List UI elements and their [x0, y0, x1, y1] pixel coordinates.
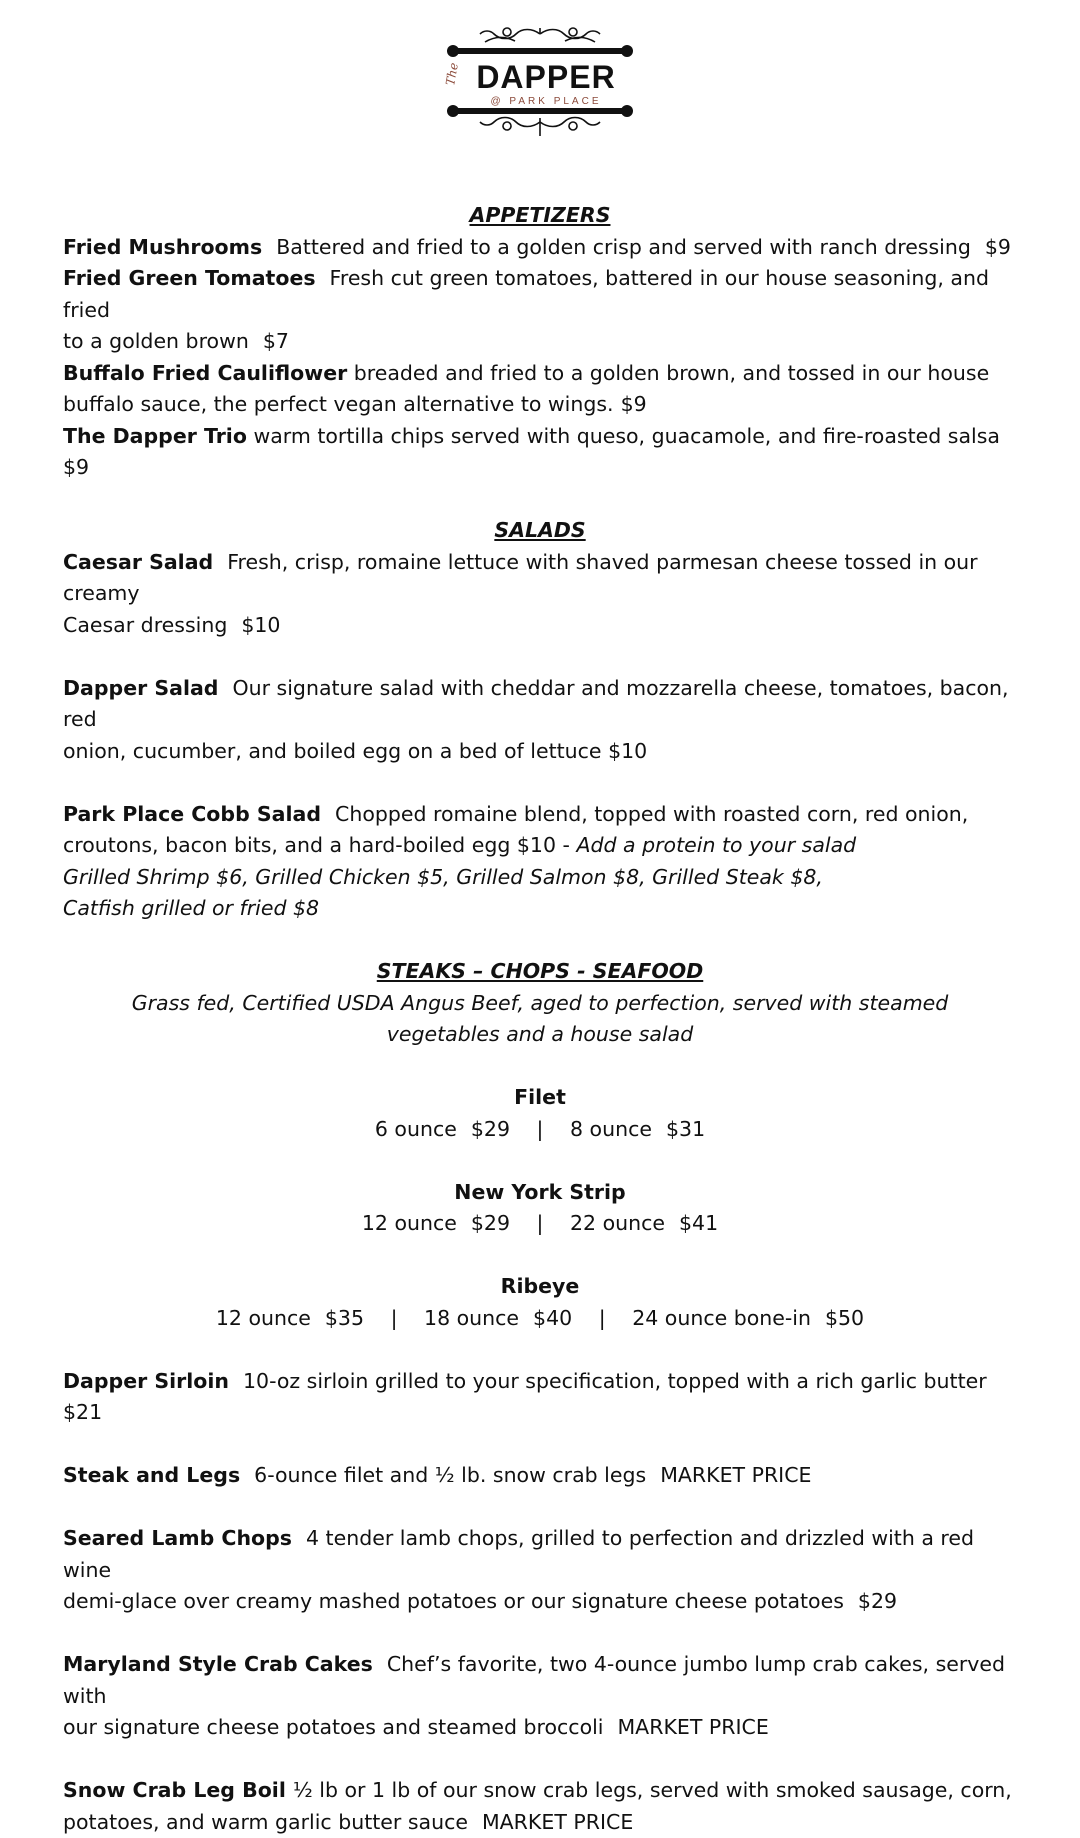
cut-name: New York Strip — [63, 1177, 1017, 1209]
item-name: Buffalo Fried Cauliflower — [63, 361, 347, 385]
item-price: $29 — [858, 1589, 897, 1613]
separator: | — [572, 1303, 632, 1335]
cut-size: 12 ounce — [362, 1211, 457, 1235]
item-description: 10-oz sirloin grilled to your specification, topped with a rich garlic butter — [243, 1369, 987, 1393]
separator: | — [510, 1208, 570, 1240]
item-price: $9 — [621, 392, 647, 416]
cut-name: Ribeye — [63, 1271, 1017, 1303]
item-description: Our signature salad with cheddar and mozzarella cheese, tomatoes, bacon, red — [63, 676, 1009, 732]
appetizers-heading: APPETIZERS — [63, 200, 1017, 232]
menu-item — [63, 1775, 1017, 1807]
salad-addon-options: Catfish grilled or fried $8 — [63, 893, 1017, 925]
item-description: potatoes, and warm garlic butter sauce — [63, 1810, 468, 1834]
salad-addon-options: Grilled Shrimp $6, Grilled Chicken $5, Grilled Salmon $8, Grilled Steak $8, — [63, 862, 1017, 894]
item-description: Chef’s favorite, two 4-ounce jumbo lump crab cakes, served with — [63, 1652, 1005, 1708]
cut-price: $35 — [325, 1306, 364, 1330]
cut-price: $29 — [471, 1117, 510, 1141]
cut-price: $41 — [679, 1211, 718, 1235]
salads-heading: SALADS — [63, 515, 1017, 547]
cut-options — [63, 1114, 1017, 1146]
steaks-heading: STEAKS – CHOPS - SEAFOOD — [63, 956, 1017, 988]
logo-subline: @ PARK PLACE — [491, 96, 602, 107]
item-description: ½ lb or 1 lb of our snow crab legs, served with smoked sausage, corn, — [293, 1778, 1012, 1802]
item-description: Fresh, crisp, romaine lettuce with shaved parmesan cheese tossed in our creamy — [63, 550, 978, 606]
menu-item-cont — [63, 736, 1017, 768]
salad-addon-lead: Add a protein to your salad — [576, 833, 856, 857]
item-description: Fresh cut green tomatoes, battered in our house seasoning, and fried — [63, 266, 989, 322]
menu-item — [63, 1366, 1017, 1429]
item-name: Seared Lamb Chops — [63, 1526, 292, 1550]
menu-item-cont — [63, 326, 1017, 358]
cut-size: 12 ounce — [216, 1306, 311, 1330]
steaks-intro: vegetables and a house salad — [63, 1019, 1017, 1051]
steaks-intro: Grass fed, Certified USDA Angus Beef, aged to perfection, served with steamed — [63, 988, 1017, 1020]
item-description: onion, cucumber, and boiled egg on a bed of lettuce — [63, 739, 602, 763]
item-name: Snow Crab Leg Boil — [63, 1778, 286, 1802]
logo-bar-bottom — [453, 108, 627, 114]
dapper-logo — [445, 22, 635, 140]
item-description: demi-glace over creamy mashed potatoes or our signature cheese potatoes — [63, 1589, 844, 1613]
item-description: breaded and fried to a golden brown, and tossed in our house — [354, 361, 989, 385]
cut-size: 18 ounce — [424, 1306, 519, 1330]
item-description: to a golden brown — [63, 329, 249, 353]
item-description: Chopped romaine blend, topped with roasted corn, red onion, — [335, 802, 968, 826]
item-name: The Dapper Trio — [63, 424, 247, 448]
cut-price: $50 — [825, 1306, 864, 1330]
item-price: $9 — [63, 455, 89, 479]
menu-item-cont — [63, 1807, 1017, 1838]
item-name: Park Place Cobb Salad — [63, 802, 321, 826]
cut-options — [63, 1208, 1017, 1240]
menu-item-cont — [63, 389, 1017, 421]
item-price: MARKET PRICE — [660, 1463, 811, 1487]
menu-item — [63, 1649, 1017, 1712]
item-price: MARKET PRICE — [618, 1715, 769, 1739]
menu-item — [63, 263, 1017, 326]
item-description: Caesar dressing — [63, 613, 227, 637]
item-description: warm tortilla chips served with queso, guacamole, and fire-roasted salsa — [253, 424, 1000, 448]
cut-size: 24 ounce bone-in — [632, 1306, 811, 1330]
menu-item — [63, 1460, 1017, 1492]
item-description: Battered and fried to a golden crisp and served with ranch dressing — [276, 235, 971, 259]
item-description: 4 tender lamb chops, grilled to perfection and drizzled with a red wine — [63, 1526, 974, 1582]
logo-bar-top — [453, 48, 627, 54]
item-name: Maryland Style Crab Cakes — [63, 1652, 373, 1676]
menu-item-cont: croutons, bacon bits, and a hard-boiled egg $10 - Add a protein to your salad — [63, 830, 1017, 862]
item-name: Fried Mushrooms — [63, 235, 262, 259]
item-description: our signature cheese potatoes and steamed broccoli — [63, 1715, 604, 1739]
ornament-bottom — [480, 118, 600, 137]
menu-item-cont — [63, 1586, 1017, 1618]
item-description: 6-ounce filet and ½ lb. snow crab legs — [254, 1463, 646, 1487]
item-name: Caesar Salad — [63, 550, 213, 574]
cut-price: $29 — [471, 1211, 510, 1235]
menu-item — [63, 232, 1017, 264]
cut-price: $31 — [666, 1117, 705, 1141]
item-price: $10 — [608, 739, 647, 763]
menu-content — [63, 200, 1017, 1838]
item-name: Dapper Salad — [63, 676, 218, 700]
logo-script: The — [443, 62, 461, 87]
cut-price: $40 — [533, 1306, 572, 1330]
item-price: $7 — [263, 329, 289, 353]
cut-size: 6 ounce — [375, 1117, 457, 1141]
item-name: Steak and Legs — [63, 1463, 240, 1487]
item-name: Fried Green Tomatoes — [63, 266, 316, 290]
menu-item — [63, 421, 1017, 484]
logo-name: DAPPER — [476, 59, 615, 95]
ornament-top — [480, 28, 600, 42]
item-price: $10 — [241, 613, 280, 637]
cut-size: 22 ounce — [570, 1211, 665, 1235]
separator: | — [364, 1303, 424, 1335]
item-price: $10 — [517, 833, 556, 857]
cut-name: Filet — [63, 1082, 1017, 1114]
item-price: $9 — [985, 235, 1011, 259]
item-price: $21 — [63, 1400, 102, 1424]
separator: | — [510, 1114, 570, 1146]
menu-item-cont — [63, 1712, 1017, 1744]
item-description: croutons, bacon bits, and a hard-boiled egg — [63, 833, 510, 857]
cut-size: 8 ounce — [570, 1117, 652, 1141]
menu-item — [63, 1523, 1017, 1586]
cut-options — [63, 1303, 1017, 1335]
menu-item — [63, 799, 1017, 831]
menu-item — [63, 547, 1017, 610]
item-name: Dapper Sirloin — [63, 1369, 229, 1393]
item-price: MARKET PRICE — [482, 1810, 633, 1834]
menu-item — [63, 673, 1017, 736]
menu-item-cont — [63, 610, 1017, 642]
menu-item — [63, 358, 1017, 390]
item-description: buffalo sauce, the perfect vegan alternative to wings. — [63, 392, 614, 416]
